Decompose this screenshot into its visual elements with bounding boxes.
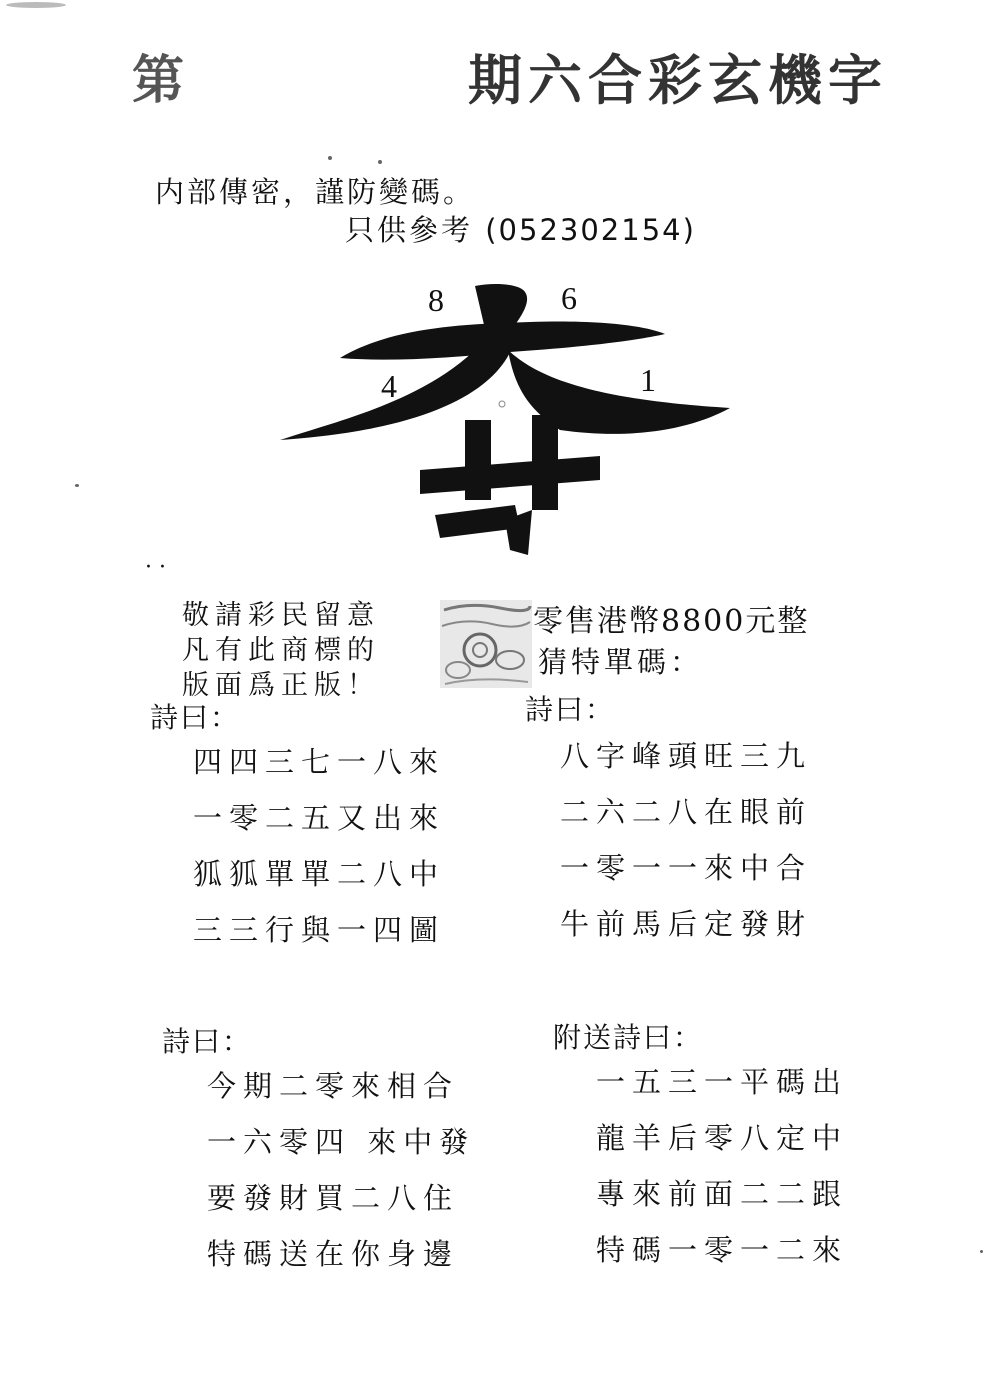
poem-line: 要發財買二八住 [207, 1181, 460, 1215]
authenticity-notice [182, 598, 380, 703]
reference-label: 只供參考 [345, 213, 474, 247]
scan-speck [75, 484, 79, 487]
puzzle-character-graphic [270, 280, 740, 560]
poem-line: 專來前面二二跟 [596, 1177, 849, 1211]
poem-line: 狐狐單單二八中 [193, 857, 446, 891]
guess-special-number: 猜特單碼： [538, 645, 704, 679]
stroke-lower-bar1 [420, 456, 600, 494]
poem-line: 八字峰頭旺三九 [560, 739, 813, 773]
reference-note [345, 208, 696, 249]
trademark-stamp-image [440, 600, 532, 688]
poem-line: 特碼一零一二來 [596, 1233, 849, 1267]
scan-dots: · · [145, 555, 166, 580]
scan-speck [328, 156, 332, 160]
poem-line: 龍羊后零八定中 [596, 1121, 849, 1155]
poem-line: 一零二五又出來 [193, 801, 446, 835]
poem-label: 附送詩曰： [553, 1021, 704, 1054]
scan-speck [378, 160, 382, 164]
poem-line: 一六零四 來中發 [207, 1125, 476, 1159]
poem-line: 牛前馬后定發財 [560, 907, 813, 941]
scan-speck [6, 2, 66, 8]
notice-line: 凡有此商標的 [182, 635, 380, 666]
puzzle-number-3: 4 [381, 368, 397, 404]
poem-line: 今期二零來相合 [207, 1069, 460, 1103]
notice-line: 敬請彩民留意 [182, 600, 380, 631]
poem-line: 二六二八在眼前 [560, 795, 813, 829]
puzzle-number-1: 8 [428, 282, 444, 318]
reference-code: (052302154) [485, 213, 696, 247]
poem-label: 詩曰： [162, 1025, 253, 1058]
poem-block-2 [560, 728, 812, 952]
poem-line: 特碼送在你身邊 [207, 1237, 460, 1271]
retail-price: 零售港幣8800元整 [533, 604, 810, 639]
poem-block-3 [207, 1058, 475, 1282]
puzzle-number-2: 6 [561, 280, 577, 316]
puzzle-number-4: 1 [640, 362, 656, 398]
center-dot [499, 401, 505, 407]
poem-block-4 [596, 1054, 848, 1278]
page-title: 期六合彩玄機字 [468, 48, 888, 112]
poem-block-1 [193, 734, 445, 958]
poem-line: 三三行與一四圖 [193, 913, 446, 947]
poem-line: 一零一一來中合 [560, 851, 813, 885]
poem-label: 詩曰： [150, 701, 241, 734]
poem-line: 四四三七一八來 [193, 745, 446, 779]
poem-label: 詩曰： [525, 693, 616, 726]
confidential-note: 内部傳密，謹防變碼。 [155, 175, 476, 209]
notice-line: 版面爲正版！ [182, 670, 380, 701]
scan-speck [980, 1250, 983, 1253]
title-prefix: 第 [132, 50, 187, 111]
poem-line: 一五三一平碼出 [596, 1065, 849, 1099]
